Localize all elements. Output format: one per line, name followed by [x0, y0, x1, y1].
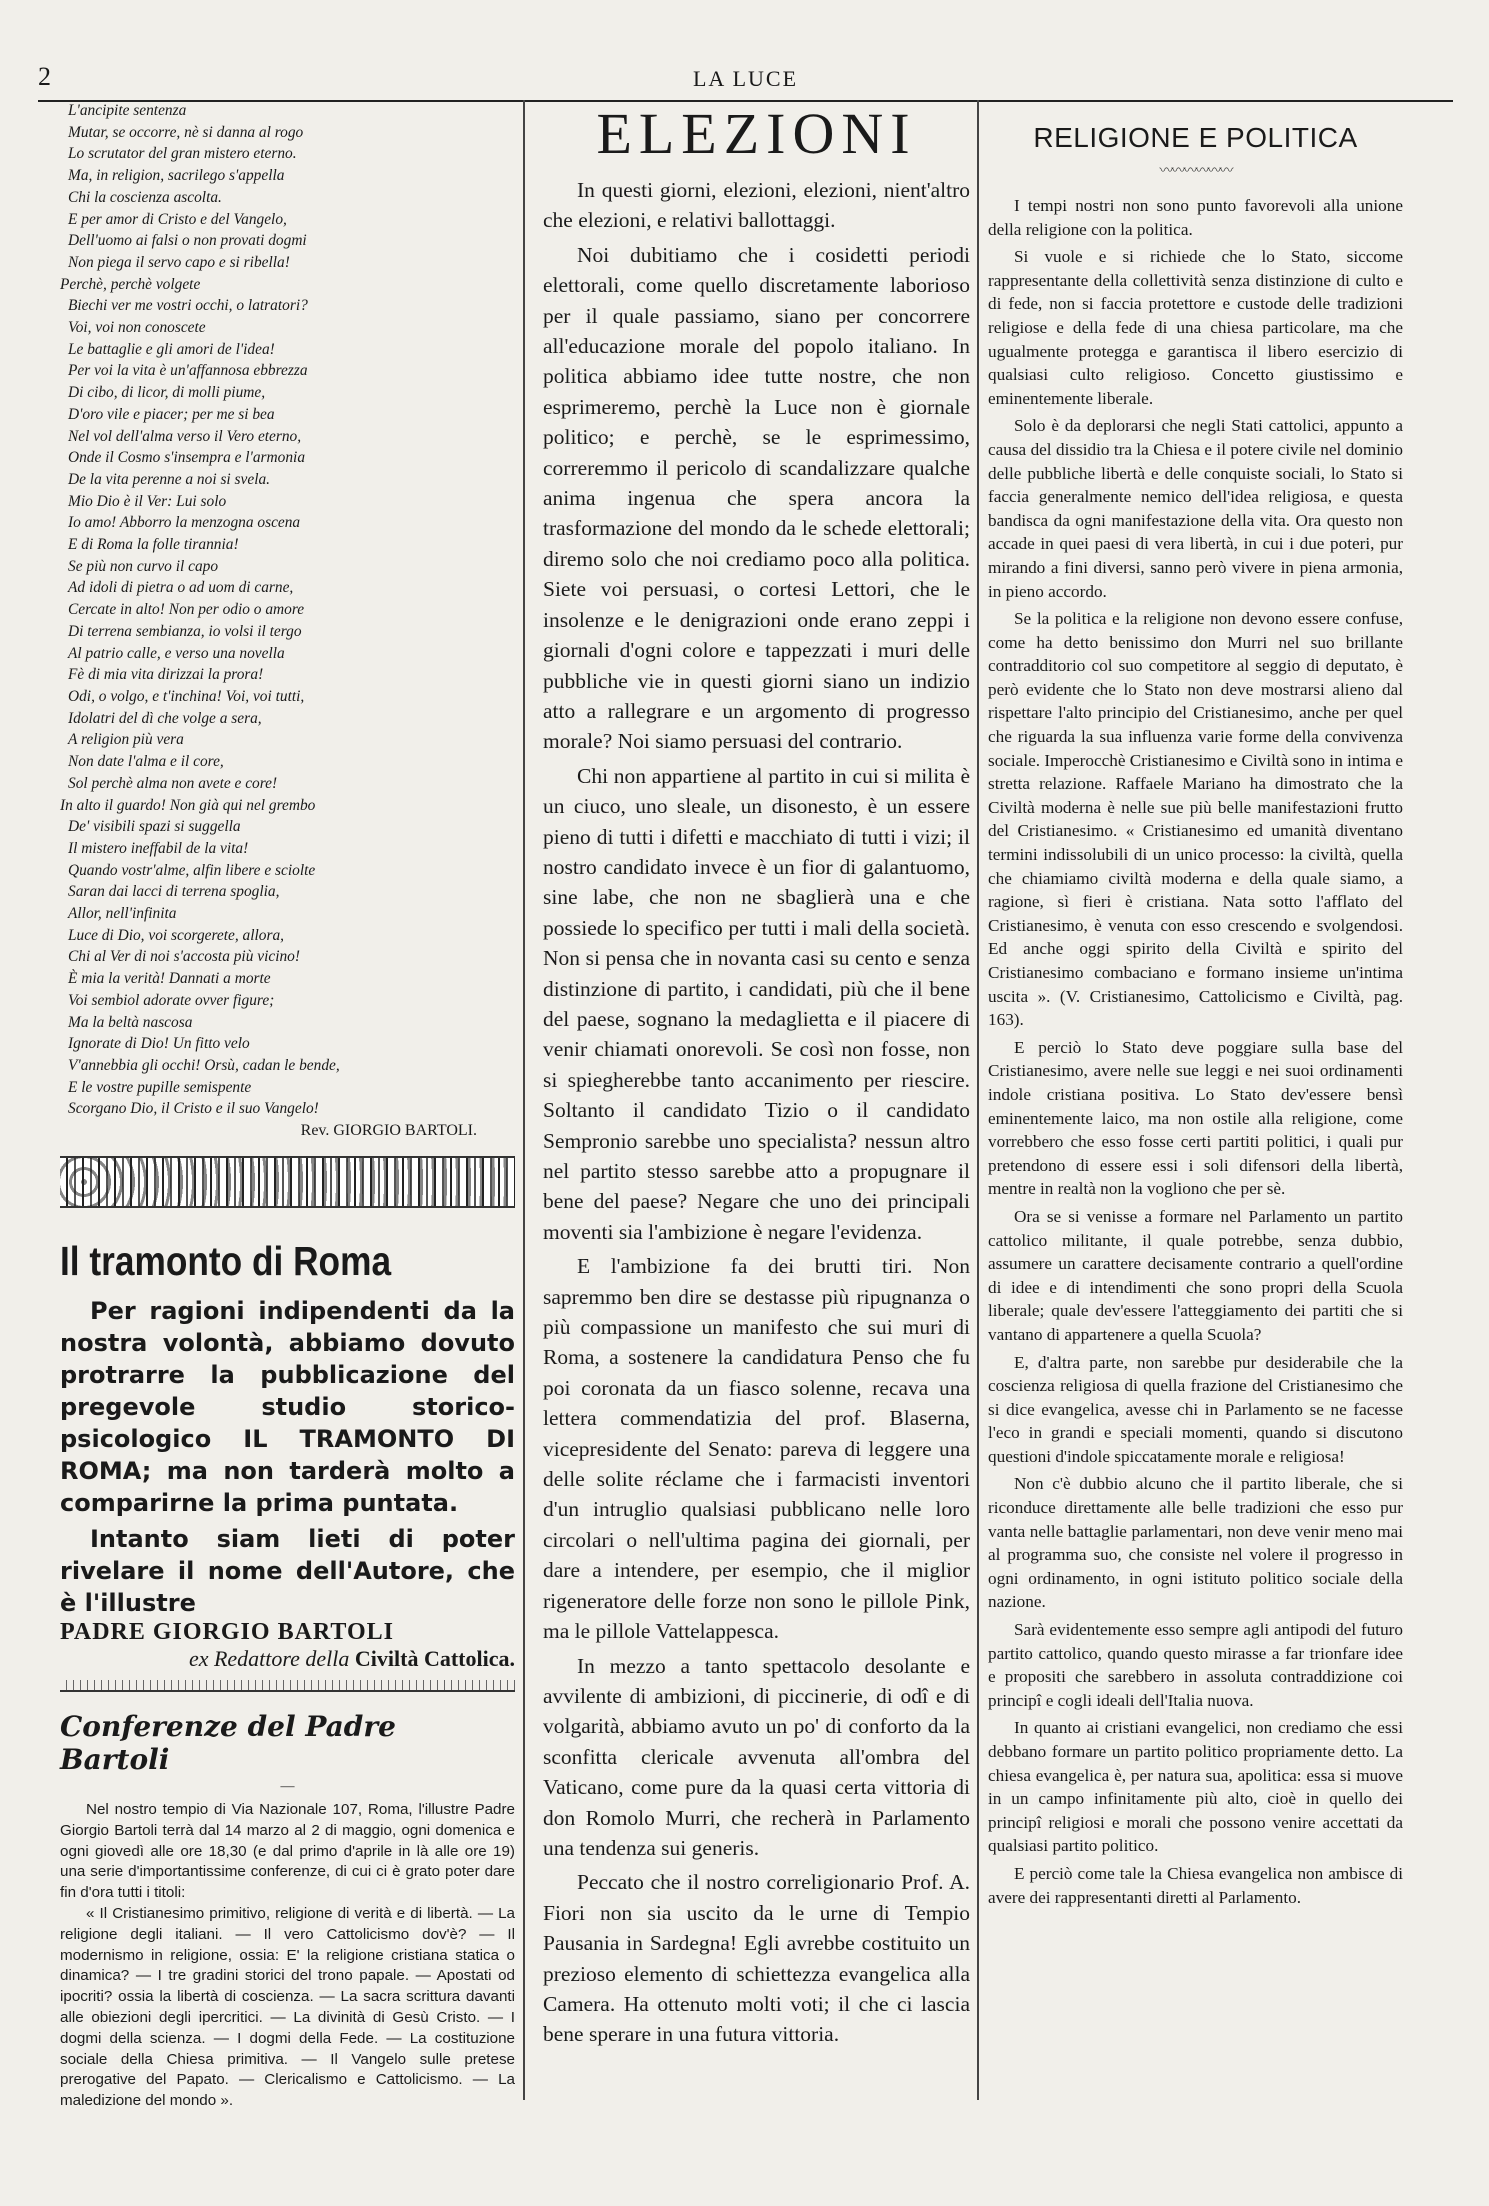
religione-paragraph: Non c'è dubbio alcuno che il partito liberale, che si riconduce direttamente alle belle tradizioni che esso pur vanta nelle battaglie parlamentari, non deve venir meno mai al programma suo, che consiste nel volere il progresso in ogni ordinamento, in ogni istituto politico sociale della nazione. [988, 1474, 1403, 1612]
elezioni-paragraph: In mezzo a tanto spettacolo desolante e avvilente di ambizioni, di piccinerie, di odî e di volgarità, abbiamo avuto un po' di conforto da la sconfitta clericale avvenuta all'ombra del Vaticano, come pure da la quasi certa vittoria di don Romolo Murri, che recherà in Parlamento una tendenza sui generis. [543, 1653, 970, 1860]
religione-article [988, 194, 1403, 1909]
poem-line: Nel vol dell'alma verso il Vero eterno, [68, 427, 302, 445]
column-rule [977, 100, 979, 2100]
role-journal: Civiltà Cattolica. [354, 1646, 515, 1672]
tramonto-notice [60, 1295, 515, 1619]
poem-line: In alto il guardo! Non già qui nel grembo [60, 796, 316, 814]
religione-paragraph: In quanto ai cristiani evangelici, non crediamo che essi debbano formare un partito politico propriamente detto. La chiesa evangelica è, per natura sua, apolitica: essa si muove in un campo infinitamente più alto, cioè in quello dei principî religiosi e morali che possono venire accettati da qualsiasi partito politico. [988, 1718, 1403, 1856]
poem-line: Fè di mia vita dirizzai la prora! [68, 666, 264, 684]
religione-paragraph: E perciò lo Stato deve poggiare sulla base del Cristianesimo, avere nelle sue leggi e nei suoi ordinamenti indole cristiana positiva. Lo Stato dev'essere bensì eminentemente laico, ma non ostile alla religione, come vorrebbero che esso fosse certi partiti politici, i quali pur pretendono di essere essi i soli difensori della libertà, mentre in realtà non la vogliono che per sè. [988, 1037, 1403, 1199]
religione-paragraph: Sarà evidentemente esso sempre agli antipodi del futuro partito cattolico, quando questo mirasse a far trionfare idee e propositi che sarebbero in assoluta contraddizione coi principî e cogli ideali dell'Italia nuova. [988, 1620, 1403, 1710]
poem-line: Voi sembiol adorate ovver figure; [68, 991, 275, 1009]
religione-paragraph: E perciò come tale la Chiesa evangelica non ambisce di avere dei rappresentanti diretti al Parlamento. [988, 1863, 1403, 1907]
poem-line: Mio Dio è il Ver: Lui solo [68, 492, 227, 510]
poem-line: De' visibili spazi si suggella [68, 818, 241, 836]
poem-line: Cercate in alto! Non per odio o amore [68, 601, 305, 619]
religione-paragraph: Ora se si venisse a formare nel Parlamento un partito cattolico militante, il quale potrebbe, senza dubbio, assumere un carattere decisamente contrario a quell'ordine di idee e di intendimenti che sono propri della Scuola liberale; quale dev'essere l'atteggiamento dei partiti che si vantano di appartenere a quella Scuola? [988, 1206, 1403, 1344]
religione-title: RELIGIONE E POLITICA [1033, 122, 1358, 153]
poem-line: Chi al Ver di noi s'accosta più vicino! [68, 948, 300, 966]
religione-paragraph: Si vuole e si richiede che lo Stato, siccome rappresentante della collettività senza distinzione di culto e di fede, non si faccia protettore e custode delle tradizioni religiose e della fede di una chiesa particolare, ma che ugualmente protegga e garantisca il libero esercizio di qualsiasi culto religioso. Concetto giustissimo e eminentemente liberale. [988, 247, 1403, 408]
poem-line: Idolatri del dì che volge a sera, [68, 709, 262, 727]
poem-line: Saran dai lacci di terrena spoglia, [68, 883, 280, 901]
left-column [60, 100, 515, 2112]
poem-line: Lo scrutator del gran mistero eterno. [68, 145, 297, 163]
poem-line: Il mistero ineffabil de la vita! [68, 839, 249, 857]
poem-line: Scorgano Dio, il Cristo e il suo Vangelo! [68, 1100, 319, 1118]
poem-line: È mia la verità! Dannati a morte [68, 970, 271, 988]
poem-line: Dell'uomo ai falsi o non provati dogmi [68, 232, 307, 250]
decorative-divider [60, 1680, 515, 1692]
page-number: 2 [38, 62, 51, 91]
conferenze-title: Conferenze del Padre Bartoli [60, 1710, 396, 1777]
conferenze-paragraph: « Il Cristianesimo primitivo, religione di verità e di libertà. — La religione degli italiani. — Il vero Cattolicismo dov'è? — Il modernismo in religione, ossia: E' la religione cristiana statica o dinamica? — I tre gradini storici del trono papale. — Apostati od ipocriti? ossia la libertà di coscienza. — La sacra scrittura davanti alle obiezioni degli ipercritici. — La divinità di Gesù Cristo. — I dogmi della scienza. — I dogmi della Fede. — La costituzione sociale della Chiesa primitiva. — Il Vangelo sulle pretese prerogative del Papato. — Clericalismo e Cattolicismo. — La maledizione del mondo ». [60, 1905, 515, 2110]
column-rule [523, 100, 525, 2100]
poem-line: Quando vostr'alme, alfin libere e sciolte [68, 861, 316, 879]
poem-line: De la vita perenne a noi si svela. [68, 470, 271, 488]
poem-line: Mutar, se occorre, nè si danna al rogo [68, 123, 304, 141]
elezioni-paragraph: E l'ambizione fa dei brutti tiri. Non sapremmo ben dire se destasse più ripugnanza o più compassione un manifesto che sui muri di Roma, a sostenere la candidatura Penso che fu poi coronata da un fiasco solenne, recava una lettera commendatizia del prof. Blaserna, vicepresidente del Senato: pareva di leggere una delle solite réclame che i farmacisti inventori d'un intruglio qualsiasi pubblicano nelle loro circolari o nell'ultima pagina dei giornali, per dare a intendere, per esempio, che il miglior rigeneratore delle forze non sono le pillole Pink, ma le pillole Vattelappesca. [543, 1254, 970, 1644]
elezioni-paragraph: Chi non appartiene al partito in cui si milita è un ciuco, uno sleale, un disonesto, è un essere pieno di tutti i difetti e macchiato di tutti i vizi; il nostro candidato invece è un fior di galantuomo, sine labe, che non ne sbaglierà una e che possiede lo specifico per tutti i mali della società. Non si pensa che in novanta casi su cento e senza distinzione di partito, i candidati, più che il bene del paese, sognano la medaglietta e il piacere di venir chiamati onorevoli. Se così non fosse, non si spiegherebbe tanto accanimento per riescire. Soltanto il candidato Tizio o il candidato Sempronio sarebbe uno specialista? nessun altro nel partito stesso sarebbe atto a propugnare il bene del paese? Negare che uno dei principali moventi sia l'ambizione è negare l'evidenza. [543, 763, 970, 1244]
tramonto-author: PADRE GIORGIO BARTOLI [60, 1619, 394, 1646]
poem-line: Ad idoli di pietra o ad uom di carne, [68, 579, 294, 597]
poem-line: Biechi ver me vostri occhi, o latratori? [68, 297, 308, 315]
right-column [988, 100, 1403, 1913]
poem-line: Di terrena sembianza, io volsi il tergo [68, 622, 302, 640]
poem-line: Perchè, perchè volgete [60, 275, 201, 293]
poem-line: Per voi la vita è un'affannosa ebbrezza [68, 362, 308, 380]
elezioni-title: ELEZIONI [596, 101, 917, 166]
poem-line: Onde il Cosmo s'insempra e l'armonia [68, 449, 306, 467]
poem [60, 100, 515, 1120]
poem-line: V'annebbia gli occhi! Orsù, cadan le bende, [68, 1056, 340, 1074]
poem-line: Chi la coscienza ascolta. [68, 188, 222, 206]
elezioni-paragraph: Peccato che il nostro correligionario Prof. A. Fiori non sia uscito da le urne di Tempio Pausania in Sardegna! Egli avrebbe costituito un prezioso elemento di schiettezza evangelica alla Camera. Ha ottenuto molti voti; il che ci lascia bene sperare in una futura vittoria. [543, 1870, 970, 2047]
poem-line: E per amor di Cristo e del Vangelo, [68, 210, 287, 228]
role-prefix: ex Redattore della [188, 1646, 350, 1672]
poem-line: Allor, nell'infinita [68, 905, 177, 923]
tramonto-body-2: Intanto siam lieti di poter rivelare il nome dell'Autore, che è l'illustre [60, 1525, 515, 1618]
tramonto-body: Per ragioni indipendenti da la nostra volontà, abbiamo dovuto protrarre la pubblicazione del pregevole studio storico-psicologico IL TRAMONTO DI ROMA; ma non tarderà molto a comparirne la prima puntata. [60, 1297, 515, 1518]
poem-line: D'oro vile e piacer; per me si bea [68, 405, 275, 423]
poem-line: Sol perchè alma non avete e core! [68, 774, 278, 792]
elezioni-paragraph: Noi dubitiamo che i cosidetti periodi elettorali, come quello discretamente laborioso per il quale passiamo, siano per concorrere all'educazione morale del popolo italiano. In politica abbiamo idee tutte nostre, che non esprimeremo, perchè la Luce non è giornale politico; e perchè, se le esprimessimo, correremmo il pericolo di scandalizzare qualche anima ingenua che spera ancora la trasformazione del mondo da le schede elettorali; diremo solo che noi crediamo poco alla politica. Siete voi persuasi, o cortesi Lettori, che le insolenze e le denigrazioni onde erano zeppi i giornali d'ogni colore e tappezzati i muri delle pubbliche vie in questi giorni siano un indizio atto a rallegrare e un argomento di progresso morale? Noi siamo persuasi del contrario. [543, 242, 970, 754]
conferenze-paragraph: Nel nostro tempio di Via Nazionale 107, Roma, l'illustre Padre Giorgio Bartoli terrà dal 14 marzo al 2 di maggio, ogni domenica e ogni giovedì alle ore 18,30 (e dal primo d'aprile in là alle ore 19) una serie d'importantissime conferenze, di cui ci è grato poter dare fin d'ora tutti i titoli: [60, 1801, 515, 1902]
journal-title: LA LUCE [692, 66, 799, 91]
religione-paragraph: E, d'altra parte, non sarebbe pur desiderabile che la coscienza religiosa di quella frazione del Cristianesimo che si dice evangelica, avesse chi in Parlamento se ne facesse l'eco in grandi e speciali momenti, quando si discutono questioni d'indole spiccatamente morale e religiosa! [988, 1352, 1403, 1466]
decorative-ornament [60, 1156, 515, 1208]
poem-line: Se più non curvo il capo [68, 557, 219, 575]
poem-line: Ma, in religion, sacrilego s'appella [68, 167, 285, 185]
poem-line: A religion più vera [68, 731, 184, 749]
elezioni-article [543, 175, 970, 2050]
religione-paragraph: Se la politica e la religione non devono essere confuse, come ha detto benissimo don Murri nel suo brillante contradditorio col suo competitore al seggio di deputato, è però evidente che lo Stato non deve mostrarsi alieno dal rispettare l'alto principio del Cristianesimo, anche per quel che riguarda la sua influenza varie forme della convivenza sociale. Imperocchè Cristianesimo e Civiltà sono in intima e stretta relazione. Raffaele Mariano ha dimostrato che la Civiltà moderna è nelle sue più belle manifestazioni frutto del Cristianesimo. « Cristianesimo ed umanità diventano termini indissolubili di un unico processo: la civiltà, quella che chiamiamo civiltà moderna e della quale siamo, a ragione, sì fieri è cristiana. Nata sotto l'afflato del Cristianesimo, è venuta con esso crescendo e svolgendosi. Ed anche oggi spirito della Civiltà e spirito del Cristianesimo combaciano e formano insieme un'intima uscita ». (V. Cristianesimo, Cattolicismo e Civiltà, pag. 163). [988, 609, 1403, 1030]
tramonto-author-role [60, 1646, 515, 1672]
elezioni-paragraph: In questi giorni, elezioni, elezioni, nient'altro che elezioni, e relativi ballottaggi. [543, 178, 970, 233]
poem-signature: Rev. GIORGIO BARTOLI. [300, 1122, 477, 1140]
conferenze-body [60, 1800, 515, 2112]
poem-line: Le battaglie e gli amori de l'idea! [68, 340, 275, 358]
poem-line: Ma la beltà nascosa [68, 1013, 193, 1031]
poem-line: Di cibo, di licor, di molli piume, [68, 384, 266, 402]
tramonto-title: Il tramonto di Roma [60, 1238, 392, 1285]
religione-paragraph: I tempi nostri non sono punto favorevoli alla unione della religione con la politica. [988, 196, 1403, 239]
poem-line: Non date l'alma e il core, [68, 753, 224, 771]
poem-line: Ignorate di Dio! Un fitto velo [68, 1035, 250, 1053]
poem-line: Io amo! Abborro la menzogna oscena [68, 514, 301, 532]
title-wave-divider: 〰〰〰〰〰〰 [1159, 164, 1232, 179]
religione-paragraph: Solo è da deplorarsi che negli Stati cattolici, appunto a causa del dissidio tra la Chiesa e il potere civile nel dominio delle pubbliche libertà e delle conquiste sociali, lo Stato si faccia generalmente nemico dell'idea religiosa, e questa bandisca da ogni manifestazione della vita. Ora questo non accade in quei paesi di vera libertà, in cui i due poteri, pur mirando a fini diversi, sanno però vivere in piena armonia, in pieno accordo. [988, 416, 1403, 601]
page-header [38, 62, 1453, 102]
poem-line: L'ancipite sentenza [68, 102, 187, 119]
poem-line: Voi, voi non conoscete [68, 319, 206, 337]
poem-line: Al patrio calle, e verso una novella [68, 644, 285, 662]
conferenze-divider: — [280, 1779, 295, 1795]
poem-line: Luce di Dio, voi scorgerete, allora, [68, 926, 285, 944]
poem-line: E di Roma la folle tirannia! [68, 536, 239, 554]
poem-line: E le vostre pupille semispente [68, 1078, 252, 1096]
poem-line: Odi, o volgo, e t'inchina! Voi, voi tutti, [68, 687, 305, 705]
poem-line: Non piega il servo capo e si ribella! [68, 253, 290, 271]
center-column [543, 100, 970, 2054]
